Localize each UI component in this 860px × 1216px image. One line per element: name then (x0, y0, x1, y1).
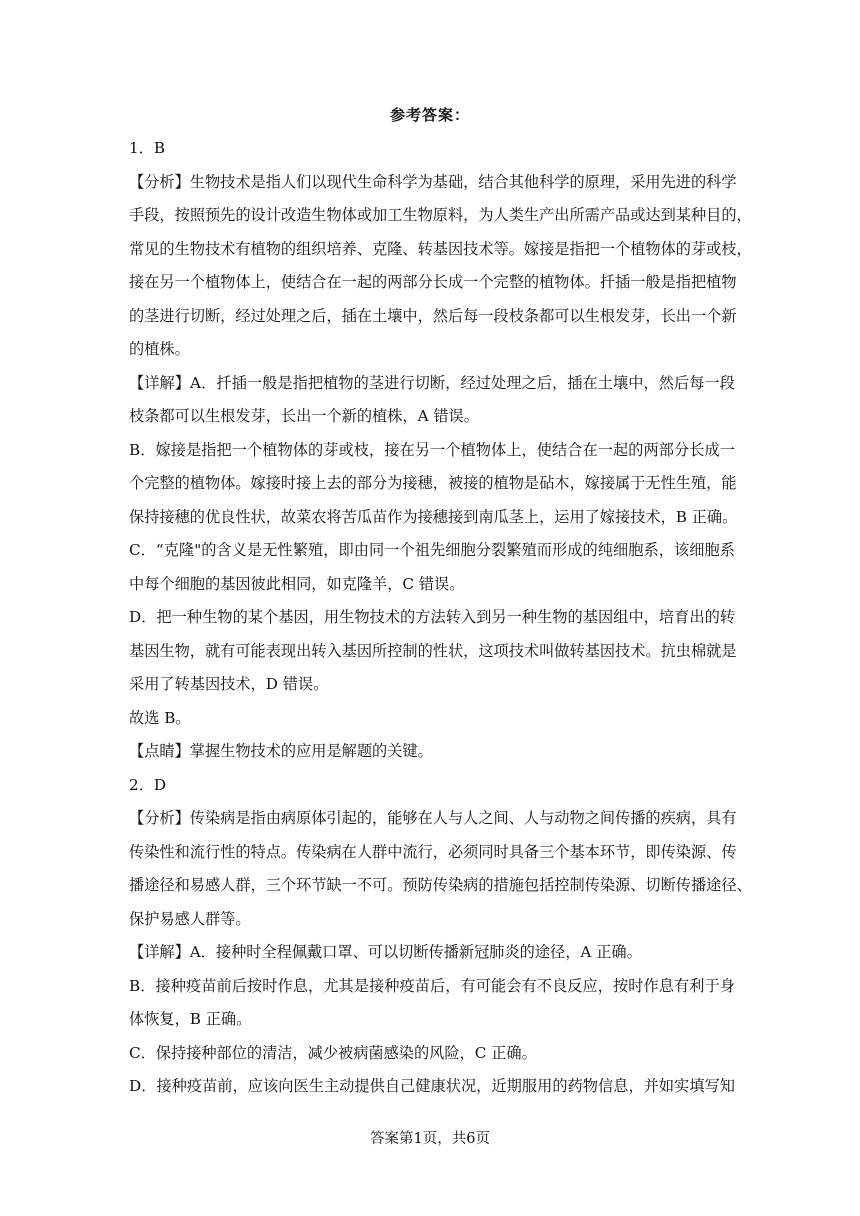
text-line: D．把一种生物的某个基因，用生物技术的方法转入到另一种生物的基因组中，培育出的转 (129, 608, 735, 626)
text-line: 【分析】生物技术是指人们以现代生命科学为基础，结合其他科学的原理，采用先进的科学 (129, 172, 737, 191)
text-line: B．接种疫苗前后按时作息，尤其是接种疫苗后，有可能会有不良反应，按时作息有利于身 (129, 976, 735, 995)
text-line: 手段，按照预先的设计改造生物体或加工生物原料，为人类生产出所需产品或达到某种目的， (129, 206, 752, 224)
text-line: 基因生物，就有可能表现出转入基因所控制的性状，这项技术叫做转基因技术。抗虫棉就是 (129, 641, 737, 660)
text-line: 【详解】A．接种时全程佩戴口罩、可以切断传播新冠肺炎的途径，A 正确。 (129, 943, 642, 961)
text-line: 中每个细胞的基因彼此相同，如克隆羊，C 错误。 (129, 574, 465, 593)
text-line: 保护易感人群等。 (129, 909, 251, 928)
text-line: 故选 B。 (129, 708, 191, 727)
text-line: 体恢复，B 正确。 (129, 1010, 252, 1028)
text-line: D．接种疫苗前，应该向医生主动提供自己健康状况，近期服用的药物信息，并如实填写知 (129, 1077, 735, 1095)
text-line: 的茎进行切断，经过处理之后，插在土壤中，然后每一段枝条都可以生根发芽，长出一个新 (129, 306, 737, 325)
text-line: 传染性和流行性的特点。传染病在人群中流行，必须同时具备三个基本环节，即传染源、传 (129, 842, 737, 861)
text-line: 采用了转基因技术，D 错误。 (129, 675, 329, 693)
text-line: C．保持接种部位的清洁，减少被病菌感染的风险，C 正确。 (129, 1043, 537, 1062)
text-line: 播途径和易感人群，三个环节缺一不可。预防传染病的措施包括控制传染源、切断传播途径、 (129, 876, 752, 894)
text-line: 常见的生物技术有植物的组织培养、克隆、转基因技术等。嫁接是指把一个植物体的芽或枝， (129, 239, 752, 258)
page-title: 参考答案： (389, 106, 470, 124)
text-line: 【详解】A．扦插一般是指把植物的茎进行切断，经过处理之后，插在土壤中，然后每一段 (129, 373, 735, 392)
text-line: B．嫁接是指把一个植物体的芽或枝，接在另一个植物体上，使结合在一起的两部分长成一 (129, 440, 735, 459)
text-line: 枝条都可以生根发芽，长出一个新的植株，A 错误。 (129, 407, 479, 425)
text-line: 接在另一个植物体上，使结合在一起的两部分长成一个完整的植物体。扦插一般是指把植物 (129, 273, 737, 291)
page-footer: 答案第1页，共6页 (370, 1131, 490, 1147)
text-line: 【点睛】掌握生物技术的应用是解题的关键。 (129, 742, 433, 760)
answer-content (129, 132, 752, 1104)
text-line: 的植株。 (129, 340, 190, 358)
text-line: 个完整的植物体。嫁接时接上去的部分为接穗，被接的植物是砧木，嫁接属于无性生殖，能 (129, 474, 737, 492)
text-line: 保持接穗的优良性状，故菜农将苦瓜苗作为接穗接到南瓜茎上，运用了嫁接技术，B 正确。 (129, 507, 738, 526)
text-line: 【分析】传染病是指由病原体引起的，能够在人与人之间、人与动物之间传播的疾病，具有 (129, 809, 737, 827)
text-line: 2．D (129, 775, 167, 794)
text-line: C．“克隆"的含义是无性繁殖，即由同一个祖先细胞分裂繁殖而形成的纯细胞系，该细胞系 (129, 541, 735, 559)
text-line: 1．B (129, 139, 166, 157)
